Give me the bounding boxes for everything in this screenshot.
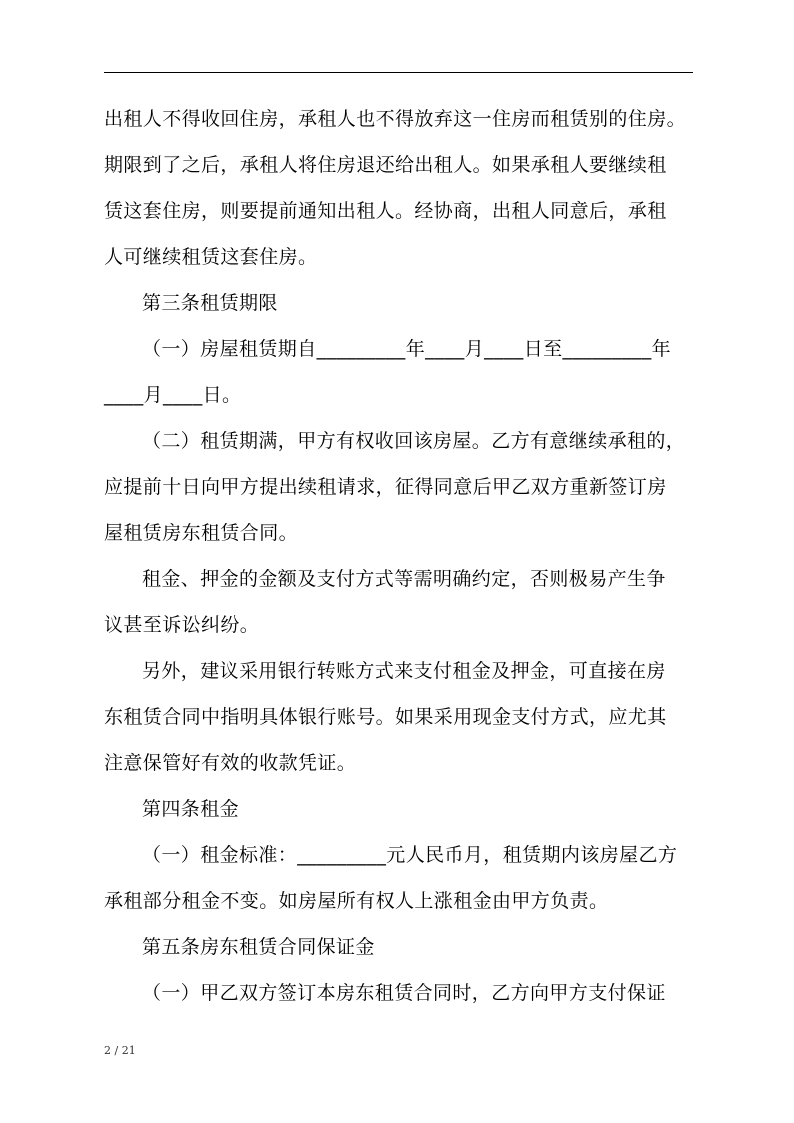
text-line: 期限到了之后，承租人将住房退还给出租人。如果承租人要继续租 <box>104 154 667 176</box>
text-line: （一）甲乙双方签订本房东租赁合同时，乙方向甲方支付保证 <box>142 982 666 1004</box>
text-line: ____月____日。 <box>104 384 242 406</box>
text-line: 屋租赁房东租赁合同。 <box>104 522 299 544</box>
text-line: 赁这套住房，则要提前通知出租人。经协商，出租人同意后，承租 <box>104 200 667 222</box>
text-line: 议甚至诉讼纠纷。 <box>104 614 260 636</box>
section-heading: 第五条房东租赁合同保证金 <box>142 936 375 958</box>
text-line: 东租赁合同中指明具体银行账号。如果采用现金支付方式，应尤其 <box>104 706 667 728</box>
section-heading: 第四条租金 <box>142 798 240 820</box>
text-line: 另外，建议采用银行转账方式来支付租金及押金，可直接在房 <box>142 660 666 682</box>
header-rule <box>104 72 693 73</box>
text-line: 人可继续租赁这套住房。 <box>104 246 318 268</box>
section-heading: 第三条租赁期限 <box>142 292 278 314</box>
text-line: 承租部分租金不变。如房屋所有权人上涨租金由甲方负责。 <box>104 890 609 912</box>
text-line: （二）租赁期满，甲方有权收回该房屋。乙方有意继续承租的， <box>142 430 686 452</box>
text-line: （一）房屋租赁期自_________年____月____日至_________年 <box>142 338 672 360</box>
text-line: 出租人不得收回住房，承租人也不得放弃这一住房而租赁别的住房。 <box>104 108 687 130</box>
text-line: 注意保管好有效的收款凭证。 <box>104 752 357 774</box>
text-line: （一）租金标准：_________元人民币月，租赁期内该房屋乙方 <box>142 844 678 866</box>
page-number: 2 / 21 <box>104 1044 136 1057</box>
text-line: 租金、押金的金额及支付方式等需明确约定，否则极易产生争 <box>142 568 666 590</box>
text-line: 应提前十日向甲方提出续租请求，征得同意后甲乙双方重新签订房 <box>104 476 667 498</box>
